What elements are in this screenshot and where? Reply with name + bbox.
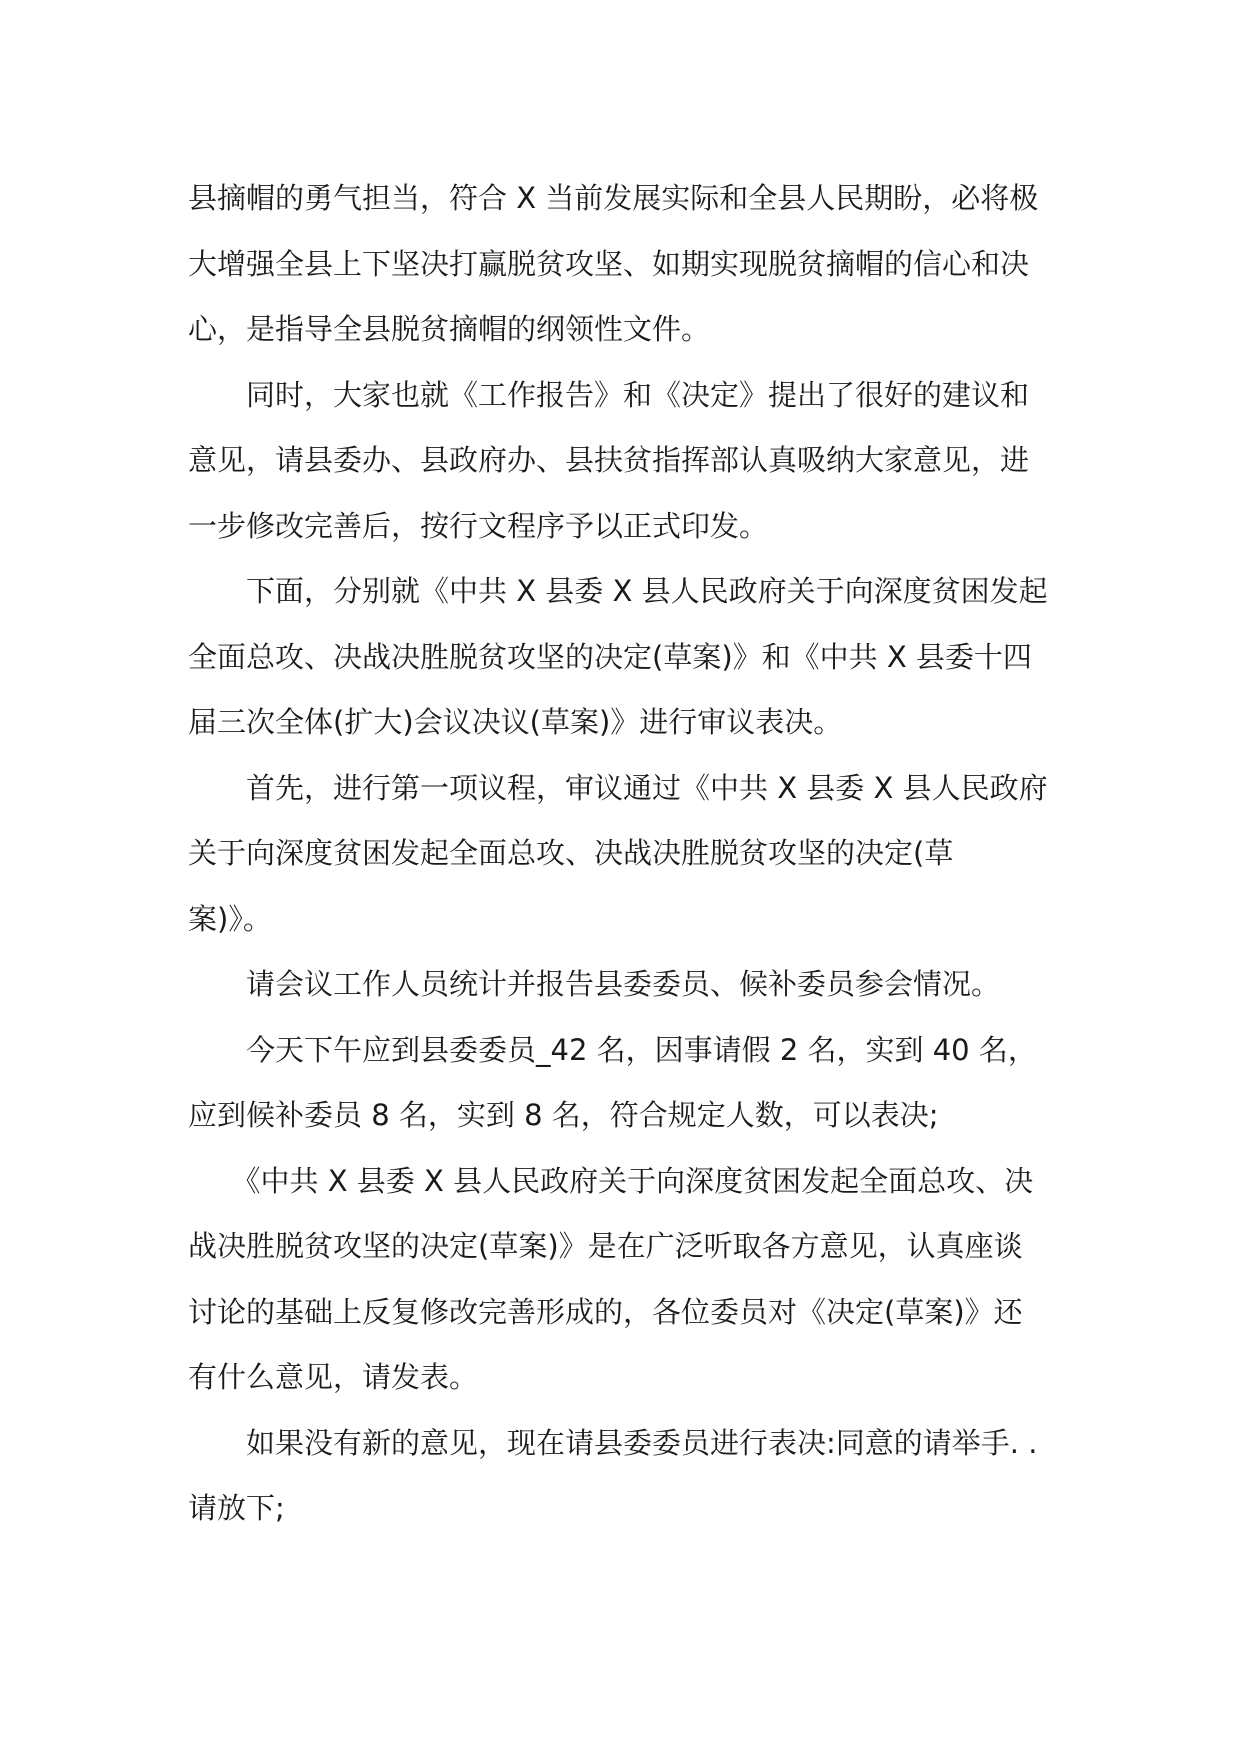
text-line: 届三次全体(扩大)会议决议(草案)》进行审议表决。 [188, 705, 843, 739]
text-line: 关于向深度贫困发起全面总攻、决战决胜脱贫攻坚的决定(草 [188, 836, 954, 870]
text-line: 讨论的基础上反复修改完善形成的，各位委员对《决定(草案)》还 [188, 1294, 1023, 1329]
text-line: 首先，进行第一项议程，审议通过《中共 X 县委 X 县人民政府 [188, 770, 1048, 805]
text-line: 请放下; [188, 1491, 285, 1525]
text-line: 大增强全县上下坚决打赢脱贫攻坚、如期实现脱贫摘帽的信心和决 [188, 246, 1030, 281]
text-line: 下面，分别就《中共 X 县委 X 县人民政府关于向深度贫困发起 [188, 574, 1048, 608]
text-line: 县摘帽的勇气担当，符合 X 当前发展实际和全县人民期盼，必将极 [188, 181, 1039, 215]
text-line: 全面总攻、决战决胜脱贫攻坚的决定(草案)》和《中共 X 县委十四 [188, 639, 1032, 674]
text-line: 同时，大家也就《工作报告》和《决定》提出了很好的建议和 [188, 377, 1030, 412]
text-line: 战决胜脱贫攻坚的决定(草案)》是在广泛听取各方意见，认真座谈 [188, 1229, 1023, 1263]
text-line: 请会议工作人员统计并报告县委委员、候补委员参会情况。 [188, 967, 1001, 1001]
text-line: 案)》。 [188, 901, 272, 936]
text-line: 应到候补委员 8 名，实到 8 名，符合规定人数，可以表决; [188, 1098, 939, 1132]
text-line: 一步修改完善后，按行文程序予以正式印发。 [188, 508, 769, 543]
text-line: 如果没有新的意见，现在请县委委员进行表决:同意的请举手. . [188, 1425, 1038, 1460]
text-line: 有什么意见，请发表。 [188, 1360, 479, 1394]
text-line: 今天下午应到县委委员_42 名，因事请假 2 名，实到 40 名， [188, 1032, 1037, 1067]
text-line: 意见，请县委办、县政府办、县扶贫指挥部认真吸纳大家意见，进 [188, 443, 1030, 477]
document-body [188, 166, 1048, 1542]
text-line: 心，是指导全县脱贫摘帽的纲领性文件。 [188, 312, 711, 346]
text-line: 《中共 X 县委 X 县人民政府关于向深度贫困发起全面总攻、决 [188, 1163, 1034, 1198]
